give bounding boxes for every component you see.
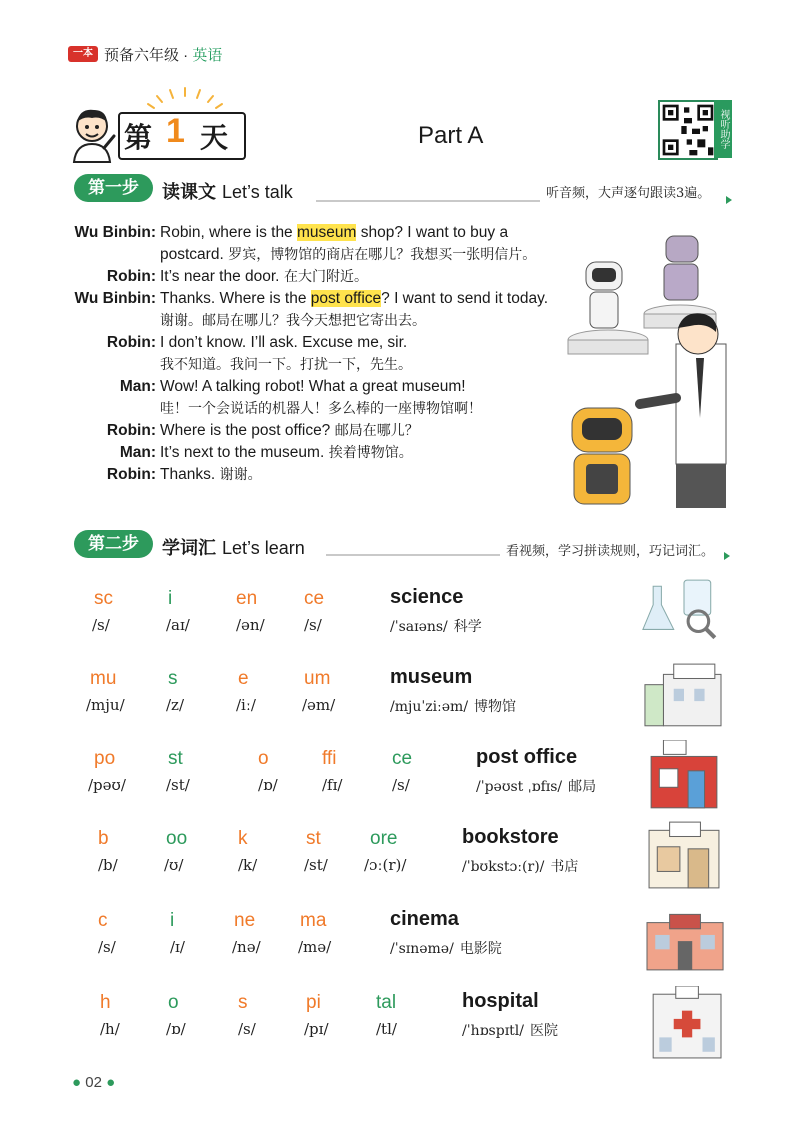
step1-pill: 第一步 — [74, 174, 153, 202]
syllable-phonetic: /ən/ — [236, 616, 265, 634]
day-number: 1 — [166, 112, 185, 150]
syllable-phonetic: /s/ — [98, 938, 116, 956]
syllable-phonetic: /ʊ/ — [164, 856, 184, 874]
highlighted-word: museum — [297, 224, 357, 241]
syllable: ce — [304, 588, 325, 609]
dialogue — [70, 222, 550, 486]
syllable: st — [168, 748, 183, 769]
syllable-phonetic: /ɔː(r)/ — [364, 856, 407, 874]
step2-instruction: 看视频，学习拼读规则，巧记词汇。 — [506, 544, 715, 559]
arrow-marker-icon — [724, 552, 730, 560]
syllable-phonetic: /pɪ/ — [304, 1020, 329, 1038]
vocab-phonetic — [462, 1020, 558, 1040]
dialogue-text: Where is the post office? 邮局在哪儿？ — [160, 422, 419, 439]
chinese-translation: 哇！一个会说话的机器人！多么棒的一座博物馆啊！ — [160, 401, 482, 417]
syllable-phonetic: /z/ — [166, 696, 185, 714]
syllable-phonetic: /ɒ/ — [258, 776, 278, 794]
step2-pill: 第二步 — [74, 530, 153, 558]
hospital-icon — [642, 986, 726, 1060]
syllable-phonetic: /pəʊ/ — [88, 776, 126, 794]
syllable: i — [170, 910, 175, 931]
dialogue-line — [70, 266, 550, 288]
syllable: sc — [94, 588, 113, 609]
qr-label: 视听助学 — [714, 100, 732, 158]
word-chinese: 邮局 — [568, 779, 597, 795]
syllable: i — [168, 588, 173, 609]
syllable: um — [304, 668, 331, 689]
sun-rays-icon — [140, 84, 230, 114]
word-chinese: 博物馆 — [474, 699, 517, 715]
syllable-phonetic: /st/ — [304, 856, 328, 874]
boy-character-icon — [66, 104, 118, 164]
syllable-phonetic: /s/ — [392, 776, 410, 794]
word-phonetic: /ˈsɪnəmə/ — [390, 941, 454, 957]
page-number: ● 02 ● — [72, 1074, 116, 1091]
dialogue-text: Robin, where is the museum shop? I want to buy a postcard. 罗宾，博物馆的商店在哪儿？我想买一张明信片。 — [160, 224, 537, 263]
step2-divider — [326, 554, 500, 556]
dialogue-text: Thanks. Where is the post office? I want to send it today. 谢谢。邮局在哪儿？我今天想把它寄出去。 — [160, 290, 549, 329]
syllable: c — [98, 910, 108, 931]
qr-code-icon[interactable] — [658, 100, 718, 160]
syllable: po — [94, 748, 116, 769]
dialogue-text: I don’t know. I’ll ask. Excuse me, sir. 我不知道。我问一下。打扰一下，先生。 — [160, 334, 412, 373]
dialogue-text: Wow! A talking robot! What a great museum! 哇！一个会说话的机器人！多么棒的一座博物馆啊！ — [160, 378, 482, 417]
museum-building-icon — [642, 660, 726, 734]
syllable: o — [258, 748, 269, 769]
vocab-word: post office — [476, 746, 578, 768]
syllable-phonetic: /nə/ — [232, 938, 261, 956]
syllable: mu — [90, 668, 117, 689]
day-prefix: 第 — [124, 122, 153, 153]
bookstore-icon — [642, 818, 726, 892]
syllable: h — [100, 992, 111, 1013]
vocab-word: science — [390, 586, 464, 608]
dialogue-text: It’s next to the museum. 挨着博物馆。 — [160, 444, 413, 461]
dialogue-line — [70, 442, 550, 464]
post-office-icon — [642, 740, 726, 814]
syllable-phonetic: /mju/ — [86, 696, 125, 714]
syllable: ne — [234, 910, 256, 931]
step1-title: 读课文 Let’s talk — [162, 182, 293, 202]
chinese-translation: 谢谢。邮局在哪儿？我今天想把它寄出去。 — [160, 313, 426, 329]
step1-instruction: 听音频，大声逐句跟读3遍。 — [546, 186, 711, 201]
dialogue-line — [70, 332, 550, 376]
vocab-phonetic — [476, 776, 596, 796]
vocab-word: hospital — [462, 990, 539, 1012]
speaker-name: Wu Binbin: — [74, 290, 156, 307]
syllable-phonetic: /əm/ — [302, 696, 336, 714]
syllable: ffi — [322, 748, 337, 769]
syllable: tal — [376, 992, 397, 1013]
syllable-phonetic: /h/ — [100, 1020, 120, 1038]
syllable: ce — [392, 748, 413, 769]
chinese-translation: 谢谢。 — [215, 467, 262, 483]
word-phonetic: /ˈbʊkstɔː(r)/ — [462, 859, 545, 875]
syllable-phonetic: /k/ — [238, 856, 258, 874]
syllable: s — [238, 992, 248, 1013]
chinese-translation: 邮局在哪儿？ — [330, 423, 419, 439]
highlighted-word: post office — [310, 290, 382, 307]
step1-divider — [316, 200, 540, 202]
word-phonetic: /ˈhɒspɪtl/ — [462, 1023, 524, 1039]
word-chinese: 书店 — [550, 859, 579, 875]
syllable-phonetic: /ɪ/ — [170, 938, 185, 956]
syllable: o — [168, 992, 179, 1013]
day-suffix: 天 — [200, 122, 229, 153]
chinese-translation: 在大门附近。 — [279, 269, 368, 285]
vocab-word: cinema — [390, 908, 459, 930]
vocab-phonetic — [390, 938, 502, 958]
syllable-phonetic: /s/ — [304, 616, 322, 634]
chinese-translation: 罗宾，博物馆的商店在哪儿？我想买一张明信片。 — [223, 247, 537, 263]
word-phonetic: /ˈsaɪəns/ — [390, 619, 448, 635]
syllable-phonetic: /mə/ — [298, 938, 332, 956]
syllable: oo — [166, 828, 188, 849]
syllable-phonetic: /fɪ/ — [322, 776, 343, 794]
syllable: en — [236, 588, 258, 609]
syllable: ore — [370, 828, 398, 849]
dialogue-line — [70, 464, 550, 486]
dialogue-text: Thanks. 谢谢。 — [160, 466, 262, 483]
word-chinese: 电影院 — [459, 941, 502, 957]
syllable-phonetic: /aɪ/ — [166, 616, 190, 634]
speaker-name: Wu Binbin: — [74, 224, 156, 241]
vocab-phonetic — [390, 696, 516, 716]
vocab-word: bookstore — [462, 826, 559, 848]
dialogue-text: It’s near the door. 在大门附近。 — [160, 268, 368, 285]
syllable-phonetic: /b/ — [98, 856, 118, 874]
robots-and-man-illustration — [560, 228, 734, 508]
chinese-translation: 挨着博物馆。 — [324, 445, 413, 461]
book-title: 预备六年级 · 英语 — [104, 47, 223, 64]
syllable-phonetic: /tl/ — [376, 1020, 397, 1038]
dialogue-line — [70, 222, 550, 266]
vocab-word: museum — [390, 666, 473, 688]
syllable: k — [238, 828, 248, 849]
syllable-phonetic: /s/ — [238, 1020, 256, 1038]
dialogue-line — [70, 376, 550, 420]
syllable-phonetic: /s/ — [92, 616, 110, 634]
word-chinese: 科学 — [453, 619, 482, 635]
dialogue-line — [70, 288, 550, 332]
speaker-name: Robin: — [106, 422, 156, 439]
vocab-phonetic — [462, 856, 578, 876]
syllable: b — [98, 828, 109, 849]
speaker-name: Man: — [119, 444, 156, 461]
syllable: pi — [306, 992, 321, 1013]
syllable-phonetic: /ɒ/ — [166, 1020, 186, 1038]
syllable-phonetic: /st/ — [166, 776, 190, 794]
part-title: Part A — [418, 122, 484, 149]
syllable: e — [238, 668, 249, 689]
dialogue-line — [70, 420, 550, 442]
word-phonetic: /mjuˈziːəm/ — [390, 699, 469, 715]
lab-glassware-icon — [642, 576, 726, 650]
chinese-translation: 我不知道。我问一下。打扰一下，先生。 — [160, 357, 412, 373]
speaker-name: Robin: — [106, 334, 156, 351]
speaker-name: Man: — [119, 378, 156, 395]
step2-title: 学词汇 Let’s learn — [162, 538, 305, 558]
syllable: s — [168, 668, 178, 689]
speaker-name: Robin: — [106, 466, 156, 483]
syllable: ma — [300, 910, 327, 931]
vocab-phonetic — [390, 616, 482, 636]
syllable-phonetic: /iː/ — [236, 696, 256, 714]
cinema-icon — [642, 900, 726, 974]
syllable: st — [306, 828, 321, 849]
word-chinese: 医院 — [530, 1023, 558, 1039]
publisher-logo: 一本 — [68, 46, 98, 62]
arrow-marker-icon — [726, 196, 732, 204]
word-phonetic: /ˈpəʊst ˌɒfɪs/ — [476, 779, 563, 795]
speaker-name: Robin: — [106, 268, 156, 285]
